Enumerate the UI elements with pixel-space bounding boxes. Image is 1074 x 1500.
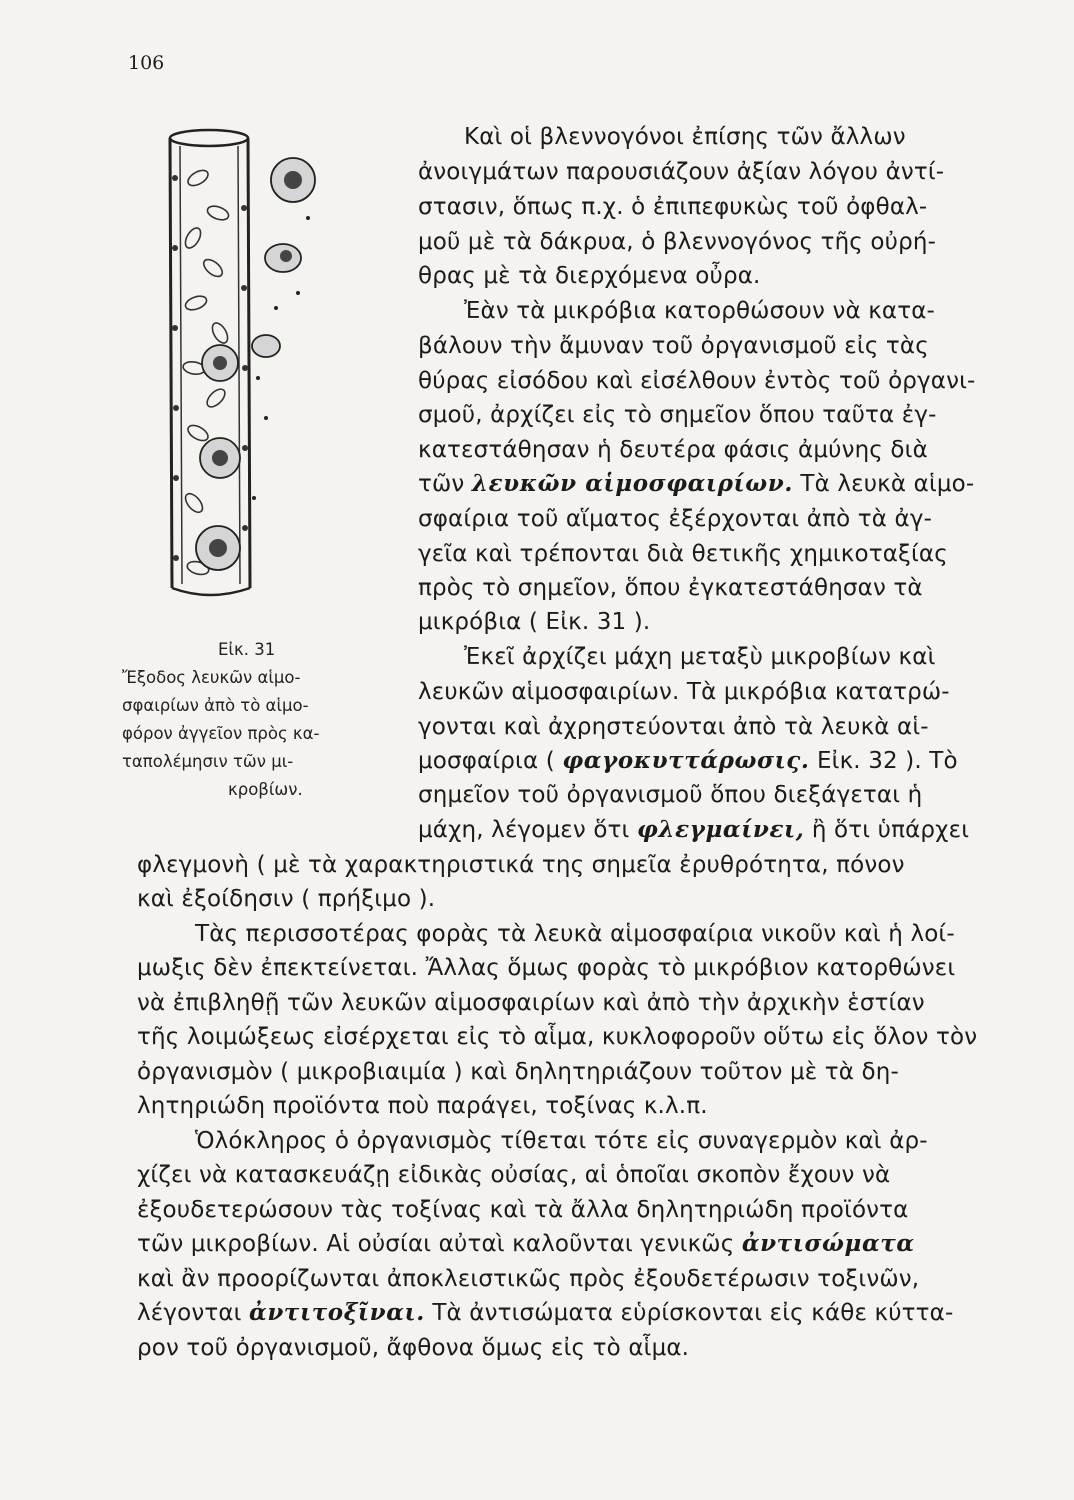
text-line: νὰ ἐπιβληθῇ τῶν λευκῶν αἱμοσφαιρίων καὶ ἀπὸ τὴν ἀρχικὴν ἑστίαν [137,990,925,1016]
emphasis-antibodies: ἀντισώματα [741,1230,915,1257]
text-line [418,813,969,847]
text-line [137,1227,915,1261]
emphasis-phagocytosis: φαγοκυττάρωσις. [562,747,810,774]
text-line: θρας μὲ τὰ διερχόμενα οὖρα. [418,263,761,289]
text-line: λητηριώδη προϊόντα ποὺ παράγει, τοξίνας κ.λ.π. [137,1093,708,1119]
caption-line: σφαιρίων ἀπὸ τὸ αἱμο- [122,696,309,715]
page-number: 106 [128,52,165,74]
text-run: Τὰ ἀντισώματα εὑρίσκονται εἰς κάθε κύττα- [424,1300,954,1326]
text-line: ρον τοῦ ὀργανισμοῦ, ἄφθονα ὅμως εἰς τὸ αἷμα. [137,1335,690,1361]
emphasis-antitoxins: ἀντιτοξῖναι. [249,1299,425,1326]
text-line: Ἐὰν τὰ μικρόβια κατορθώσουν νὰ κατα- [464,298,935,324]
text-line: Ὁλόκληρος ὁ ὀργανισμὸς τίθεται τότε εἰς συναγερμὸν καὶ ἀρ- [195,1128,928,1154]
text-line: ἀνοιγμάτων παρουσιάζουν ἀξίαν λόγου ἀντί- [418,159,945,185]
text-line: λευκῶν αἱμοσφαιρίων. Τὰ μικρόβια κατατρώ- [418,679,950,705]
emphasis-inflamed: φλεγμαίνει, [636,816,805,843]
text-line [137,1296,953,1330]
text-run: μοσφαίρια ( [418,748,563,774]
caption-line: ταπολέμησιν τῶν μι- [122,752,294,771]
text-line: γονται καὶ ἀχρηστεύονται ἀπὸ τὰ λευκὰ αἱ- [418,714,929,740]
text-line: στασιν, ὅπως π.χ. ὁ ἐπιπεφυκὼς τοῦ ὀφθαλ- [418,194,928,220]
text-line: πρὸς τὸ σημεῖον, ὅπου ἐγκατεστάθησαν τὰ [418,575,923,601]
text-line: σημεῖον τοῦ ὀργανισμοῦ ὅπου διεξάγεται ἡ [418,782,923,808]
text-line: ἐξουδετερώσουν τὰς τοξίνας καὶ τὰ ἄλλα δηλητηριώδη προϊόντα [137,1197,909,1223]
text-line: Τὰς περισσοτέρας φορὰς τὰ λευκὰ αἱμοσφαίρια νικοῦν καὶ ἡ λοί- [195,921,955,947]
text-line: μικρόβια ( Εἰκ. 31 ). [418,609,651,635]
text-run: Τὰ λευκὰ αἱμο- [792,471,975,497]
text-run: τῶν μικροβίων. Αἱ οὐσίαι αὐταὶ καλοῦνται γενικῶς [137,1231,742,1257]
text-run: τῶν [418,471,472,497]
text-line: γεῖα καὶ τρέπονται διὰ θετικῆς χημικοταξίας [418,541,948,567]
text-line: θύρας εἰσόδου καὶ εἰσέλθουν ἐντὸς τοῦ ὀργανι- [418,368,976,394]
text-line: Ἐκεῖ ἀρχίζει μάχη μεταξὺ μικροβίων καὶ [464,644,936,670]
figure-label: Εἰκ. 31 [218,640,276,659]
emphasis-white-blood-cells: λευκῶν αἱμοσφαιρίων. [471,470,793,497]
text-run: ἢ ὅτι ὑπάρχει [804,817,970,843]
text-run: μάχη, λέγομεν ὅτι [418,817,637,843]
caption-line: Ἔξοδος λευκῶν αἱμο- [122,668,301,687]
text-line [418,467,974,501]
blood-vessel-illustration [158,118,323,618]
text-line: κατεστάθησαν ἡ δευτέρα φάσις ἀμύνης διὰ [418,437,928,463]
text-run: λέγονται [137,1300,250,1326]
text-line: σφαίρια τοῦ αἵματος ἐξέρχονται ἀπὸ τὰ ἀγ- [418,506,933,532]
text-line [418,744,958,778]
caption-line: φόρον ἀγγεῖον πρὸς κα- [122,724,320,743]
text-line: καὶ ἂν προορίζωνται ἀποκλειστικῶς πρὸς ἐξουδετέρωσιν τοξινῶν, [137,1266,920,1292]
figure-caption [122,636,397,804]
text-line: μοῦ μὲ τὰ δάκρυα, ὁ βλεννογόνος τῆς οὐρή- [418,229,937,255]
text-line: βάλουν τὴν ἄμυναν τοῦ ὀργανισμοῦ εἰς τὰς [418,333,929,359]
text-line: φλεγμονὴ ( μὲ τὰ χαρακτηριστικά της σημεῖα ἐρυθρότητα, πόνον [137,852,905,878]
text-line: καὶ ἐξοίδησιν ( πρήξιμο ). [137,886,436,912]
caption-line: κροβίων. [228,780,303,799]
text-line: Καὶ οἱ βλεννογόνοι ἐπίσης τῶν ἄλλων [464,124,906,150]
figure-drawing [158,118,323,618]
text-run: Εἰκ. 32 ). Τὸ [809,748,958,774]
text-line: μωξις δὲν ἐπεκτείνεται. Ἄλλας ὅμως φορὰς τὸ μικρόβιον κατορθώνει [137,955,956,981]
text-line: σμοῦ, ἀρχίζει εἰς τὸ σημεῖον ὅπου ταῦτα ἐγ- [418,402,937,428]
text-line: χίζει νὰ κατασκευάζῃ εἰδικὰς οὐσίας, αἱ ὁποῖαι σκοπὸν ἔχουν νὰ [137,1162,891,1188]
text-line: ὀργανισμὸν ( μικροβιαιμία ) καὶ δηλητηριάζουν τοῦτον μὲ τὰ δη- [137,1059,899,1085]
text-line: τῆς λοιμώξεως εἰσέρχεται εἰς τὸ αἷμα, κυκλοφοροῦν οὕτω εἰς ὅλον τὸν [137,1024,978,1050]
